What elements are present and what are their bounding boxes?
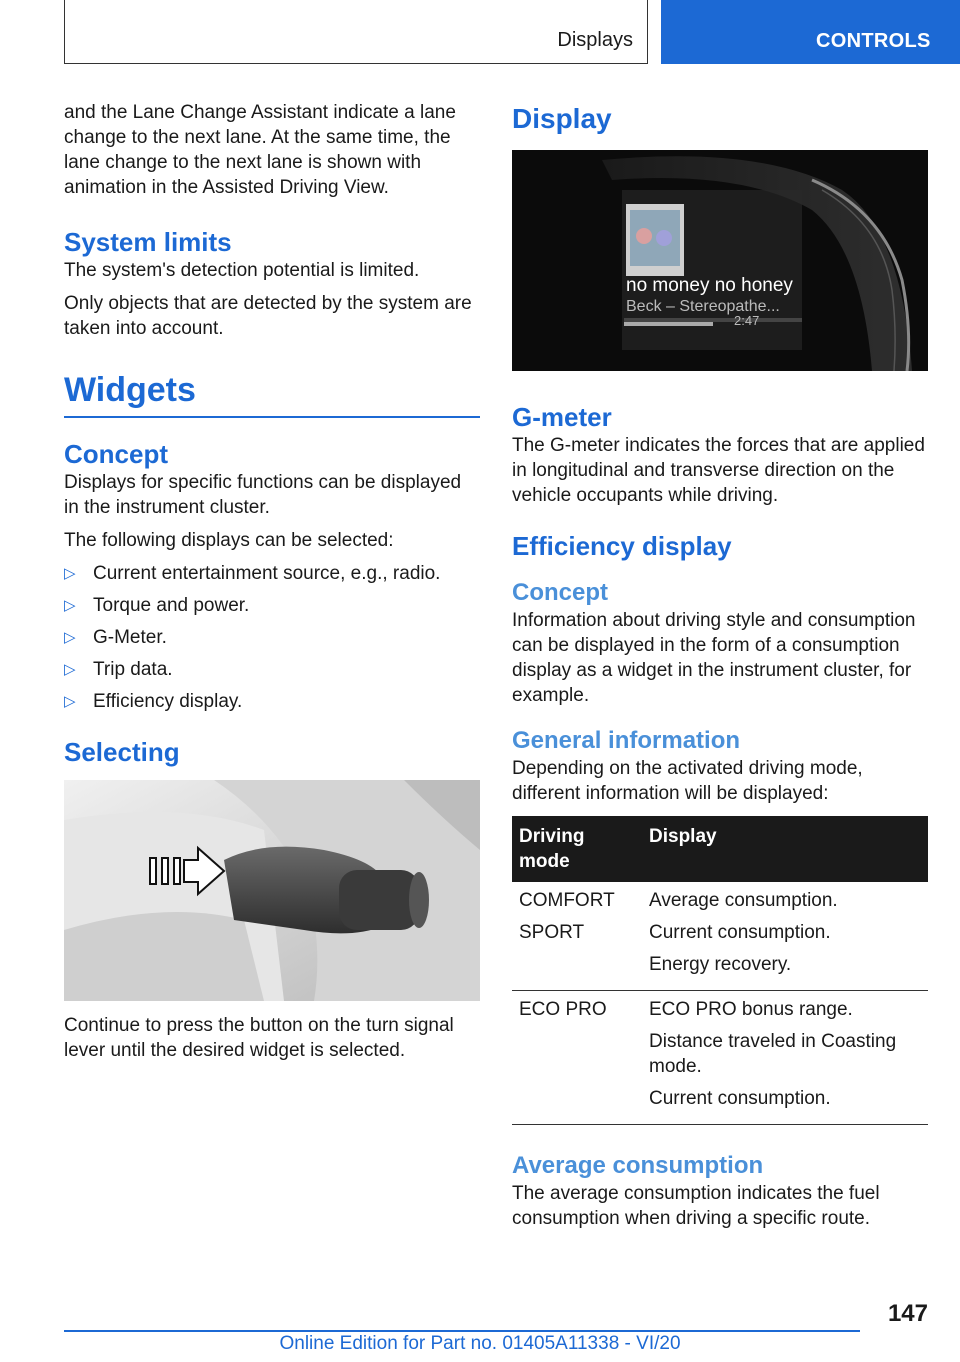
list-item: ▷ Torque and power. — [64, 595, 250, 616]
triangle-bullet-icon: ▷ — [64, 693, 76, 710]
system-limits-p1: The system's detection potential is limited. — [64, 260, 420, 281]
display-heading: Display — [512, 103, 612, 134]
instrument-cluster-image — [512, 150, 928, 371]
header-chapter-tab[interactable] — [661, 0, 960, 64]
widgets-heading: Widgets — [64, 371, 480, 418]
average-consumption-heading: Average consumption — [512, 1152, 764, 1179]
table-cell-display: ECO PRO bonus range. Distance traveled in Coasting mode. Current consumption. — [642, 991, 928, 1125]
table-row — [512, 882, 928, 991]
left-column — [64, 100, 480, 1071]
edition-footer: Online Edition for Part no. 01405A11338 - VI/20 — [279, 1333, 681, 1354]
display-options-list — [64, 561, 480, 714]
list-item: ▷ G-Meter. — [64, 627, 167, 648]
list-item: ▷ Trip data. — [64, 659, 173, 680]
efficiency-heading: Efficiency display — [512, 531, 732, 561]
system-limits-p2: Only objects that are detected by the system are taken into account. — [64, 293, 472, 339]
list-item: ▷ Efficiency display. — [64, 691, 243, 712]
general-info-paragraph: Depending on the activated driving mode, different information will be displayed: — [512, 758, 863, 804]
now-playing-song: no money no honey — [626, 275, 793, 296]
table-row — [512, 991, 928, 1125]
triangle-bullet-icon: ▷ — [64, 629, 76, 646]
table-header-row — [512, 816, 928, 882]
page-number: 147 — [887, 1300, 928, 1327]
concept-heading: Concept — [64, 439, 168, 469]
right-column — [512, 100, 928, 1239]
system-limits-heading: System limits — [64, 227, 232, 257]
footer-divider — [64, 1330, 860, 1332]
header-section-title: Displays — [557, 29, 633, 51]
triangle-bullet-icon: ▷ — [64, 597, 76, 614]
table-header-display: Display — [642, 816, 928, 882]
gmeter-paragraph: The G-meter indicates the forces that are applied in longitudinal and transverse direction on the vehicle occupants while driving. — [512, 435, 925, 506]
table-cell-mode: COMFORT SPORT — [512, 882, 642, 991]
efficiency-concept-paragraph: Information about driving style and consumption can be displayed in the form of a consumption display as a widget in the instrument cluster, for example. — [512, 610, 916, 706]
intro-paragraph: and the Lane Change Assistant indicate a lane change to the next lane. At the same time, the lane change to the next lane is shown with animation in the Assisted Driving View. — [64, 102, 456, 198]
selecting-caption: Continue to press the button on the turn signal lever until the desired widget is selected. — [64, 1015, 454, 1061]
list-item: ▷ Current entertainment source, e.g., radio. — [64, 563, 441, 584]
triangle-bullet-icon: ▷ — [64, 565, 76, 582]
now-playing-artist: Beck – Stereopathe... — [626, 298, 780, 315]
concept-p2: The following displays can be selected: — [64, 530, 394, 551]
header-chapter-title: CONTROLS — [816, 30, 931, 52]
average-consumption-paragraph: The average consumption indicates the fuel consumption when driving a specific route. — [512, 1183, 880, 1229]
table-cell-display: Average consumption. Current consumption. Energy recovery. — [642, 882, 928, 991]
table-cell-mode: ECO PRO — [512, 991, 642, 1125]
general-info-heading: General information — [512, 727, 741, 754]
driving-mode-table — [512, 816, 928, 1125]
header-section-box — [64, 0, 648, 64]
playback-time: 2:47 — [734, 313, 760, 328]
table-header-driving-mode: Driving mode — [512, 816, 642, 882]
concept-p1: Displays for specific functions can be displayed in the instrument cluster. — [64, 472, 462, 518]
gmeter-heading: G-meter — [512, 402, 612, 432]
playback-progress-bar — [624, 322, 713, 326]
turn-signal-lever-image — [64, 780, 480, 1001]
triangle-bullet-icon: ▷ — [64, 661, 76, 678]
efficiency-concept-heading: Concept — [512, 579, 608, 606]
selecting-heading: Selecting — [64, 737, 180, 767]
